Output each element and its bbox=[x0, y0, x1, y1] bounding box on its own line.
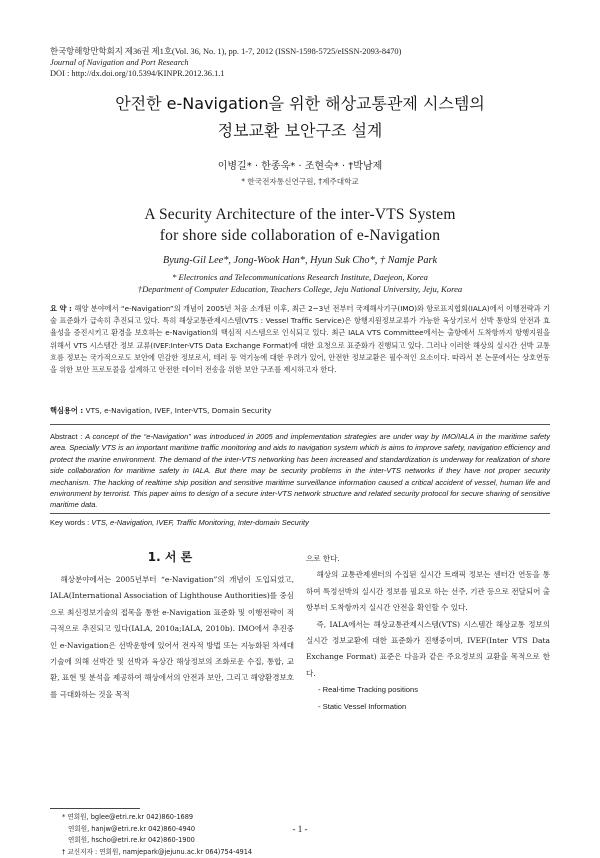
affiliation-en-line-2: †Department of Computer Education, Teachers College, Jeju National University, Jeju, Korea bbox=[137, 284, 463, 294]
page-number: - 1 - bbox=[292, 824, 308, 834]
authors-en: Byung-Gil Lee*, Jong-Wook Han*, Hyun Suk Cho*, † Namje Park bbox=[162, 255, 438, 266]
title-en-line-2: for shore side collaboration of e-Navigation bbox=[159, 227, 441, 244]
title-ko-line-2: 정보교환 보안구조 설계 bbox=[217, 121, 383, 140]
authors-ko: 이병길* · 한종욱* · 조현숙* · †박남제 bbox=[217, 161, 383, 172]
footnote-line: 연회원, hscho@etri.re.kr 042)860-1900 bbox=[68, 836, 195, 845]
section-heading: 1. 서 론 bbox=[147, 550, 193, 564]
body-paragraph-continued: 으로 한다. bbox=[306, 554, 340, 563]
keywords-ko-label: 핵심용어 : bbox=[50, 406, 86, 415]
list-item: - Static Vessel Information bbox=[318, 701, 407, 711]
abstract-ko bbox=[50, 303, 550, 376]
title-ko-line-1: 안전한 e-Navigation을 위한 해상교통관제 시스템의 bbox=[115, 94, 485, 113]
list-item: - Real-time Tracking positions bbox=[318, 685, 419, 695]
divider-bottom bbox=[50, 513, 550, 514]
body-column-right bbox=[306, 551, 550, 715]
divider-top bbox=[50, 424, 550, 425]
doi-line: DOI : http://dx.doi.org/10.5394/KINPR.2012.36.1.1 bbox=[50, 69, 225, 78]
body-paragraph: 즉, IALA에서는 해상교통관제시스템(VTS) 시스템간 해상교통 정보의 실시간 정보교환에 대한 표준화가 진행중이며, IVEF(Inter VTS Data Exchange Format) 표준은 다음과 같은 주요정보의 교환을 목적으로 한다. bbox=[306, 619, 550, 678]
body-paragraph: 해상의 교통관제센터의 수집된 실시간 트래픽 정보는 센터간 연동을 통하여 특정선박의 실시간 정보를 필요로 하는 선주, 기관 등으로 전달되어 출항부터 도착항까지 실시간 안전을 확인할 수 있다. bbox=[306, 570, 550, 613]
body-column-left bbox=[50, 572, 294, 703]
affiliation-ko: * 한국전자통신연구원, †제주대학교 bbox=[241, 177, 359, 186]
journal-info bbox=[50, 46, 550, 79]
keywords-en-text: VTS, e-Navigation, IVEF, Traffic Monitoring, Inter-domain Security bbox=[91, 518, 309, 527]
abstract-en-label: Abstract : bbox=[50, 432, 86, 441]
footnote-line: † 교신저자 : 연회원, namjepark@jejunu.ac.kr 064)754-4914 bbox=[62, 847, 253, 856]
footnote-line: 연회원, hanjw@etri.re.kr 042)860-4940 bbox=[68, 824, 196, 833]
affiliation-en-line-1: * Electronics and Telecommunications Research Institute, Daejeon, Korea bbox=[172, 272, 428, 282]
body-paragraph: 해상분야에서는 2005년부터 “e-Navigation”의 개념이 도입되었고, IALA(International Association of Lighthouse Authorities)를 중심으로 최신정보기술의 접목을 통한 e-Navigation 표준화 및 이행전략이 적극적으로 추진되고 있다(IALA, 2010a;IALA, 2010b). IMO에서 추진중인 e-Navigation은 선박운항에 있어서 전자적 방법 또는 지능화된 차세대 기술에 의해 선박간 및 선박과 육상간 해상정보의 조화로운 수집, 통합, 교환, 표현 및 분석을 제공하여 해상에서의 안전과 보안, 그리고 해양환경보호를 극대화하는 것을 목적 bbox=[50, 575, 294, 699]
footnotes bbox=[62, 812, 302, 858]
abstract-ko-text: 해양 분야에서 “e-Navigation”의 개념이 2005년 처음 소개된 이후, 최근 2~3년 전부터 국제해사기구(IMO)와 항로표지협회(IALA)에서 이행전략과 기술 표준화가 급속히 추진되고 있다. 특히 해상교통관제시스템(VTS : Vessel Traffic Service)은 항행지원정보교류가 가능한 육상기로서 선박 통항의 안전과 효율성을 증진시키고 환경을 보호하는 e-Navigation의 핵심적 시스템으로 인식되고 있다. 최근 IALA VTS Committee에서는 출항에서 도착항까지 항행지원을 위해서 VTS 시스템간 정보 교류(IVEF:Inter-VTS Data Exchange Format)에 대한 요청으로 표준화가 진행되고 있다. 그러나 이러한 해상의 실시간 선박 교통흐름 정보는 국가적으로도 보안에 민감한 정보로서, 테러 등 역기능에 대한 우려가 있어, 안전한 정보교환은 필수적인 요소이다. 따라서 본 논문에서는 상호연동을 위한 보안 프로토콜을 설계하고 안전한 데이터 전송을 위한 보안 구조를 제시하고자 한다. bbox=[50, 304, 550, 375]
journal-name-en: Journal of Navigation and Port Research bbox=[50, 58, 189, 67]
abstract-en bbox=[50, 431, 550, 511]
journal-citation: 한국항해항만학회지 제36권 제1호(Vol. 36, No. 1), pp. 1-7, 2012 (ISSN-1598-5725/eISSN-2093-8470) bbox=[50, 47, 402, 56]
keywords-ko-text: VTS, e-Navigation, IVEF, Inter-VTS, Domain Security bbox=[85, 406, 272, 415]
title-en-line-1: A Security Architecture of the inter-VTS System bbox=[144, 206, 456, 223]
abstract-ko-label: 요 약 : bbox=[50, 304, 75, 313]
keywords-ko bbox=[50, 406, 550, 416]
footnote-line: * 연회원, bglee@etri.re.kr 042)860-1689 bbox=[62, 813, 194, 821]
keywords-en bbox=[50, 518, 550, 527]
abstract-en-text: A concept of the “e-Navigation” was introduced in 2005 and implementation strategies are under way by IMO/IALA in the maritime safety area. Specially VTS is an important maritime traffic monitoring and aids to navigation system which is aims to improve safety, navigation efficiency and protect the marine environment. The demand of the inter-VTS networking has been increased and standardization is underway for realization of shore side collaboration for maritime safety in IALA. But there may be security problems in the inter-VTS networks if they have not proper security mechanism. The hacking of realtime ship position and sensitive maritime surveillance information caused a critical accident of vessel, human life and environment by terrorist. This paper aims to design of a secure inter-VTS network structure and related security protocol for secure sharing of sensitive maritime data. bbox=[50, 432, 550, 510]
keywords-en-label: Key words : bbox=[50, 518, 92, 527]
footnote-rule bbox=[50, 808, 140, 809]
